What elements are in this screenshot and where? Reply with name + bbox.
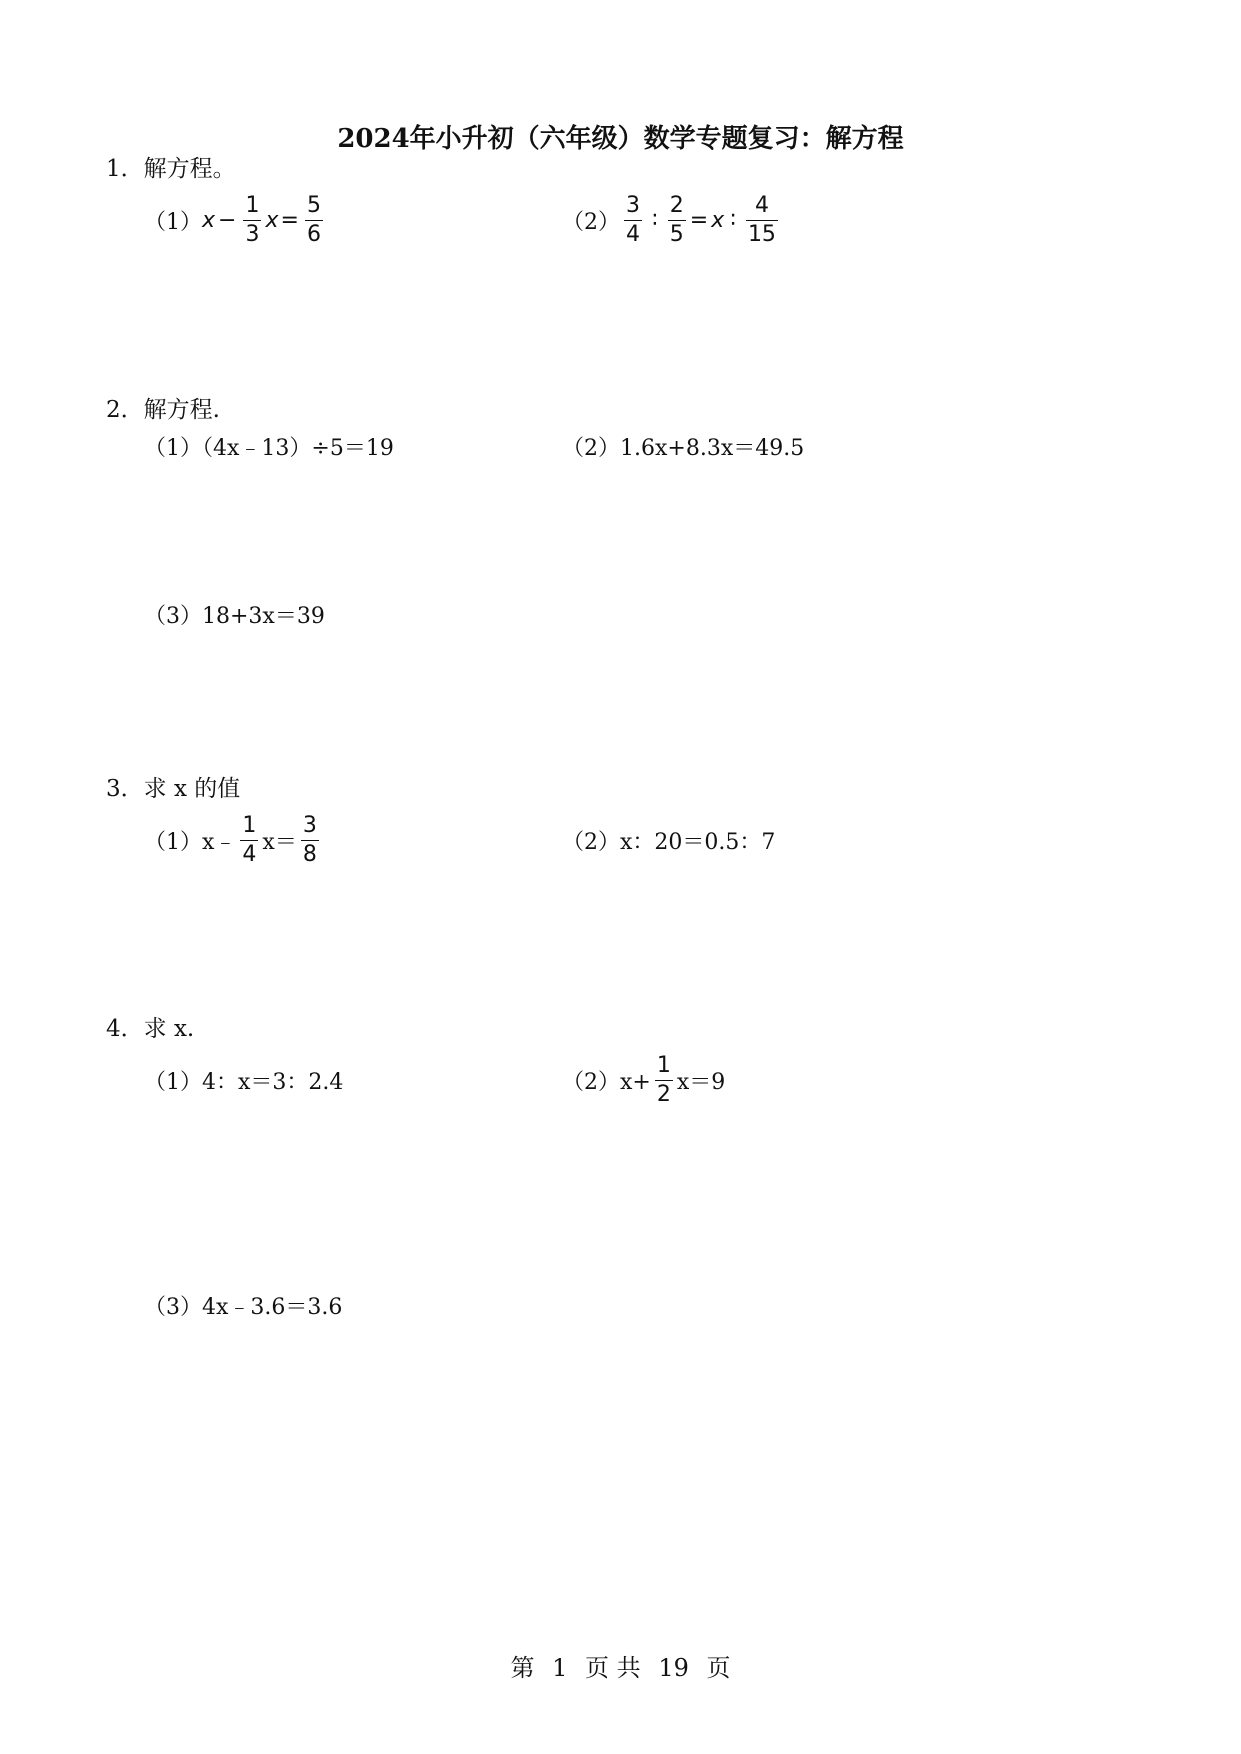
question-1-part-1	[144, 190, 327, 250]
variable-x: x	[711, 207, 725, 233]
equals-sign: =	[280, 207, 299, 233]
total-pages: 19	[658, 1654, 689, 1682]
part-label: （2）	[562, 209, 620, 235]
numerator: 1	[242, 813, 257, 839]
question-1-heading: 1．解方程。	[106, 156, 236, 182]
question-1-part-2	[562, 190, 782, 250]
question-4-part-1: （1）4：x＝3：2.4	[144, 1069, 344, 1095]
fraction-3-8	[301, 814, 319, 865]
document-title: 2024年小升初（六年级）数学专题复习：解方程	[337, 124, 904, 154]
expression-middle: x＝	[262, 829, 297, 855]
current-page-number: 1	[552, 1654, 568, 1682]
fraction-1-4	[240, 814, 258, 865]
denominator: 4	[626, 221, 640, 247]
denominator: 5	[669, 221, 684, 247]
numerator: 3	[302, 813, 317, 839]
fraction-3-4	[624, 194, 642, 245]
fraction-5-6	[305, 194, 323, 245]
numerator: 5	[306, 193, 321, 219]
equals-sign: =	[689, 207, 709, 233]
denominator: 8	[302, 841, 317, 867]
footer-prefix: 第	[510, 1654, 535, 1682]
denominator: 3	[245, 221, 260, 247]
question-2-part-3: （3）18+3x＝39	[144, 603, 325, 629]
question-4-part-3: （3）4x﹣3.6＝3.6	[144, 1294, 343, 1320]
numerator: 2	[669, 193, 684, 219]
page-footer	[0, 1648, 1241, 1683]
numerator: 4	[754, 193, 769, 219]
question-4-heading: 4．求 x.	[106, 1016, 195, 1042]
fraction-2-5	[668, 194, 686, 245]
denominator: 6	[306, 221, 321, 247]
question-3-heading: 3．求 x 的值	[106, 776, 241, 802]
expression-prefix: （2）x+	[562, 1069, 651, 1095]
expression-suffix: x＝9	[676, 1069, 726, 1095]
question-2-part-1: （1）（4x﹣13）÷5＝19	[144, 435, 394, 461]
denominator: 2	[656, 1081, 671, 1107]
fraction-1-3	[243, 194, 261, 245]
variable-x: x	[202, 207, 216, 233]
numerator: 1	[656, 1053, 671, 1079]
question-4-part-2	[562, 1050, 725, 1110]
question-2-heading: 2．解方程.	[106, 397, 220, 423]
minus-sign: −	[218, 207, 237, 233]
denominator: 15	[747, 221, 776, 247]
fraction-1-2	[655, 1054, 673, 1105]
footer-suffix: 页	[706, 1654, 731, 1682]
question-2-part-2: （2）1.6x+8.3x＝49.5	[562, 435, 805, 461]
ratio-colon: ∶	[730, 207, 736, 233]
question-3-part-2: （2）x：20＝0.5：7	[562, 829, 776, 855]
question-3-part-1	[144, 810, 323, 870]
footer-middle: 页 共	[585, 1654, 641, 1682]
ratio-colon: ∶	[652, 207, 658, 233]
part-label: （1）	[144, 209, 202, 235]
numerator: 3	[626, 193, 640, 219]
numerator: 1	[245, 193, 260, 219]
expression-prefix: （1）x﹣	[144, 829, 237, 855]
fraction-4-15	[746, 194, 778, 245]
variable-x: x	[265, 207, 279, 233]
denominator: 4	[242, 841, 257, 867]
